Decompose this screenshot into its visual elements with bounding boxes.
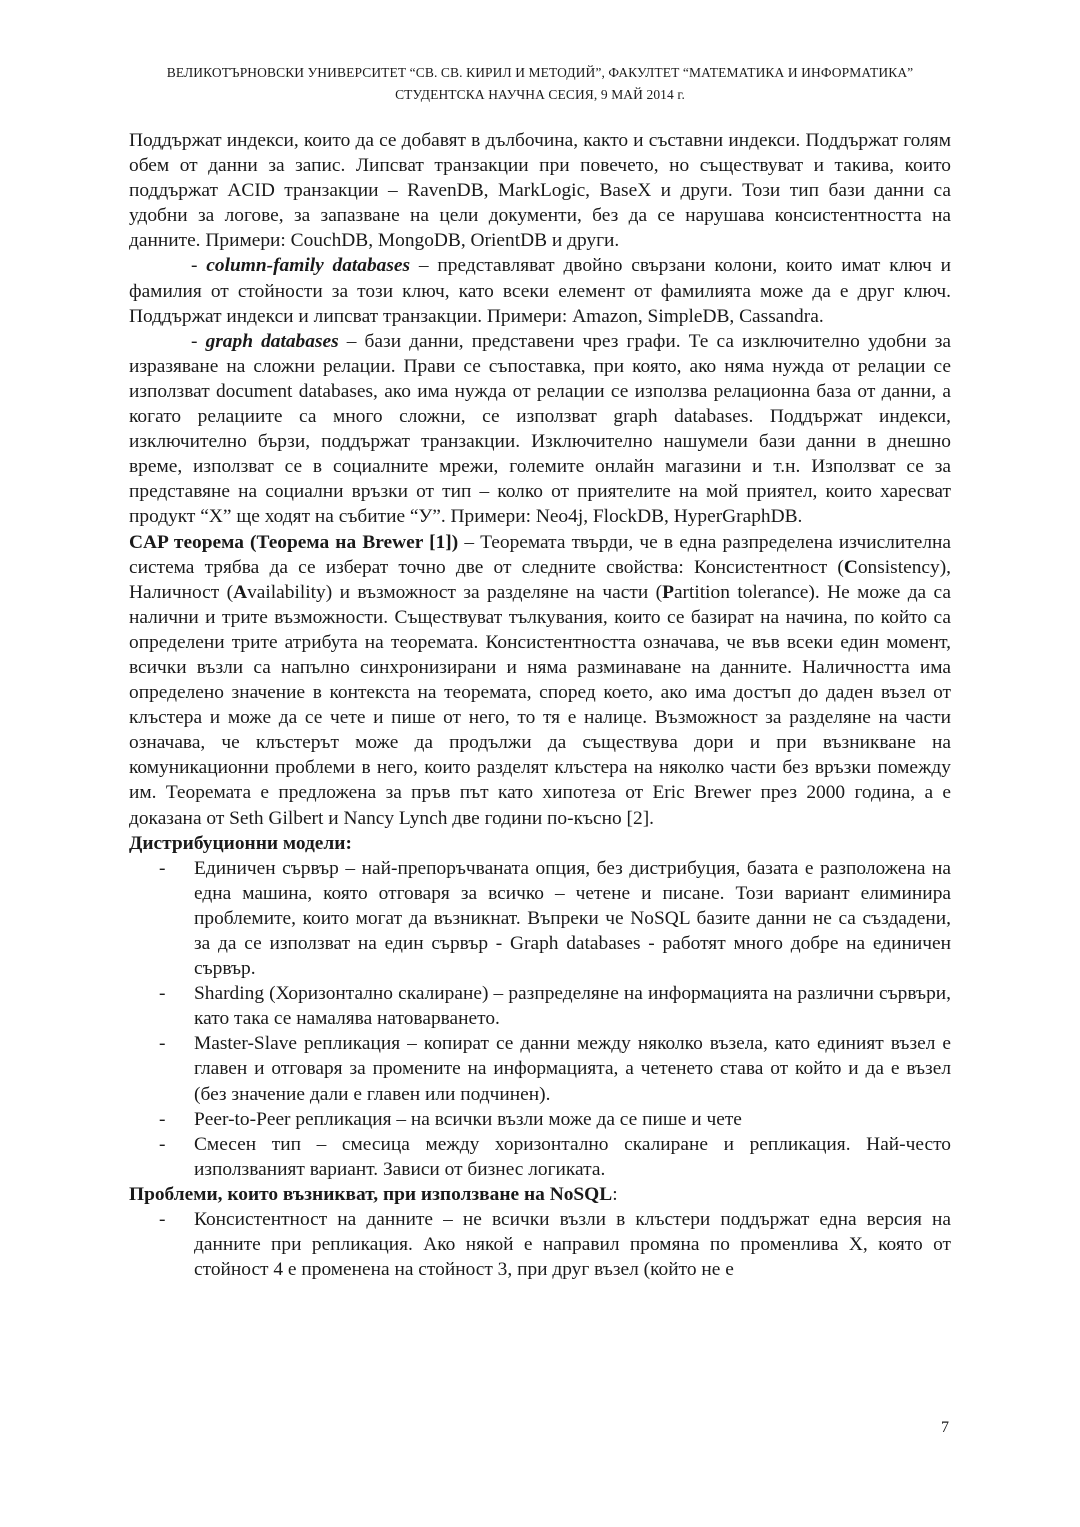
cap-text-3: vailability) и възможност за разделяне на части ( bbox=[247, 581, 663, 603]
nosql-problems-heading-line bbox=[129, 1182, 951, 1207]
list-item: - Консистентност на данните – не всички възли в клъстери поддържат една версия на данните при репликация. Ако някой е направил промяна по променлива X, която от стойност 4 е променена на стойност 3, при друг възел (който не е bbox=[129, 1207, 951, 1282]
cap-letter-c: C bbox=[843, 556, 858, 578]
running-header bbox=[0, 62, 1080, 106]
graph-databases-text: – бази данни, представени чрез графи. Те са изключително удобни за изразяване на сложни релации. Прави се съпоставка, при която, ако няма нужда от релации се използват document databases, ако има нужда от релации се използва релационна база от данни, а когато релациите са много сложни, се използват graph databases. Поддържат индекси, изключително бързи, поддържат транзакции. Изключително нашумели бази данни в днешно време, използват се в социалните мрежи, големите онлайн магазини и т.н. Използват се за представяне на социални връзки от тип – колко от приятелите на мой приятел, които харесват продукт “X” ще ходят на събитие “У”. Примери: Neo4j, FlockDB, HyperGraphDB. bbox=[129, 330, 951, 528]
cap-theorem-title: CAP теорема (Теорема на Brewer [1]) bbox=[129, 531, 459, 553]
list-item: - Master-Slave репликация – копират се данни между няколко възела, като единият възел е главен и отговаря за промените на информацията, а четенето става от който и да е възел (без значение дали е главен или подчинен). bbox=[129, 1031, 951, 1106]
distribution-models-heading: Дистрибуционни модели: bbox=[129, 832, 352, 854]
cap-letter-a: A bbox=[233, 581, 248, 603]
column-family-text: – представляват двойно свързани колони, които имат ключ и фамилия от стойности за този ключ, като всеки елемент от фамилията може да е друг ключ. Поддържат индекси и липсват транзакции. Примери: Amazon, SimpleDB, Cassandra. bbox=[129, 255, 952, 327]
term-graph-databases: graph databases bbox=[205, 330, 339, 352]
distribution-models-list bbox=[129, 856, 951, 1182]
list-item: - Единичен сървър – най-препоръчваната опция, без дистрибуция, базата е разположена на една машина, която отговаря за всичко – четене и писане. Този вариант елиминира проблемите, които могат да възникнат. Въпреки че NoSQL базите данни не са създадени, за да се използват на един сървър - Graph databases - работят много добре на единичен сървър. bbox=[129, 856, 951, 981]
paragraph-column-family bbox=[129, 253, 951, 328]
page-body bbox=[129, 128, 951, 1282]
cap-text-2: onsistency), Наличност ( bbox=[129, 556, 951, 603]
dash-prefix: - bbox=[191, 330, 206, 352]
paragraph-document-databases: Поддържат индекси, които да се добавят в дълбочина, както и съставни индекси. Поддържат голям обем от данни за запис. Липсват транзакции при повечето, но съществуват и такива, които поддържат ACID транзакции – RavenDB, MarkLogic, BaseX и други. Този тип бази данни са удобни за логове, за запазване на цели документи, без да се нарушава консистентността на данните. Примери: CouchDB, MongoDB, OrientDB и други. bbox=[129, 130, 951, 252]
paragraph-cap-theorem bbox=[129, 530, 951, 831]
page-number: 7 bbox=[941, 1419, 949, 1436]
paragraph-graph-databases bbox=[129, 329, 951, 530]
header-line-session: СТУДЕНТСКА НАУЧНА СЕСИЯ, 9 МАЙ 2014 г. bbox=[395, 87, 685, 102]
list-item: - Peer-to-Peer репликация – на всички възли може да се пише и чете bbox=[129, 1107, 951, 1132]
nosql-problems-list bbox=[129, 1207, 951, 1282]
list-item: - Sharding (Хоризонтално скалиране) – разпределяне на информацията на различни сървъри, като така се намалява натоварването. bbox=[129, 981, 951, 1031]
cap-letter-p: P bbox=[662, 581, 674, 603]
cap-text-1: – Теоремата твърди, че в една разпределена изчислителна система трябва да се изберат точно две от следните свойства: Консистентност ( bbox=[129, 531, 951, 578]
header-line-university: ВЕЛИКОТЪРНОВСКИ УНИВЕРСИТЕТ “СВ. СВ. КИРИЛ И МЕТОДИЙ”, ФАКУЛТЕТ “МАТЕМАТИКА И ИНФОРМАТИКА” bbox=[166, 65, 914, 80]
cap-text-4: artition tolerance). Не може да са налични и трите възможности. Съществуват тълкувания, които се базират на начина, по който са определени трите атрибута на теоремата. Консистентността означава, че във всеки един момент, всички възли са напълно синхронизирани и няма разминаване на данните. Наличността има определено значение в контекста на теоремата, според което, ако има достъп до даден възел от клъстера и може да се чете и пише от него, то тя е налице. Възможност за разделяне на части означава, че клъстерът може да продължи да съществува дори и при възникване на комуникационни проблеми в него, които разделят клъстера на няколко части без връзки помежду им. Теоремата е предложена за пръв път като хипотеза от Eric Brewer през 2000 година, а е доказана от Seth Gilbert и Nancy Lynch две години по-късно [2]. bbox=[129, 581, 952, 829]
dash-prefix: - bbox=[191, 255, 207, 277]
list-item: - Смесен тип – смесица между хоризонтално скалиране и репликация. Най-често използваният вариант. Зависи от бизнес логиката. bbox=[129, 1132, 951, 1182]
nosql-problems-heading: Проблеми, които възникват, при използване на NoSQL bbox=[129, 1183, 613, 1205]
term-column-family: column-family databases bbox=[206, 255, 411, 277]
heading-colon: : bbox=[612, 1183, 618, 1205]
